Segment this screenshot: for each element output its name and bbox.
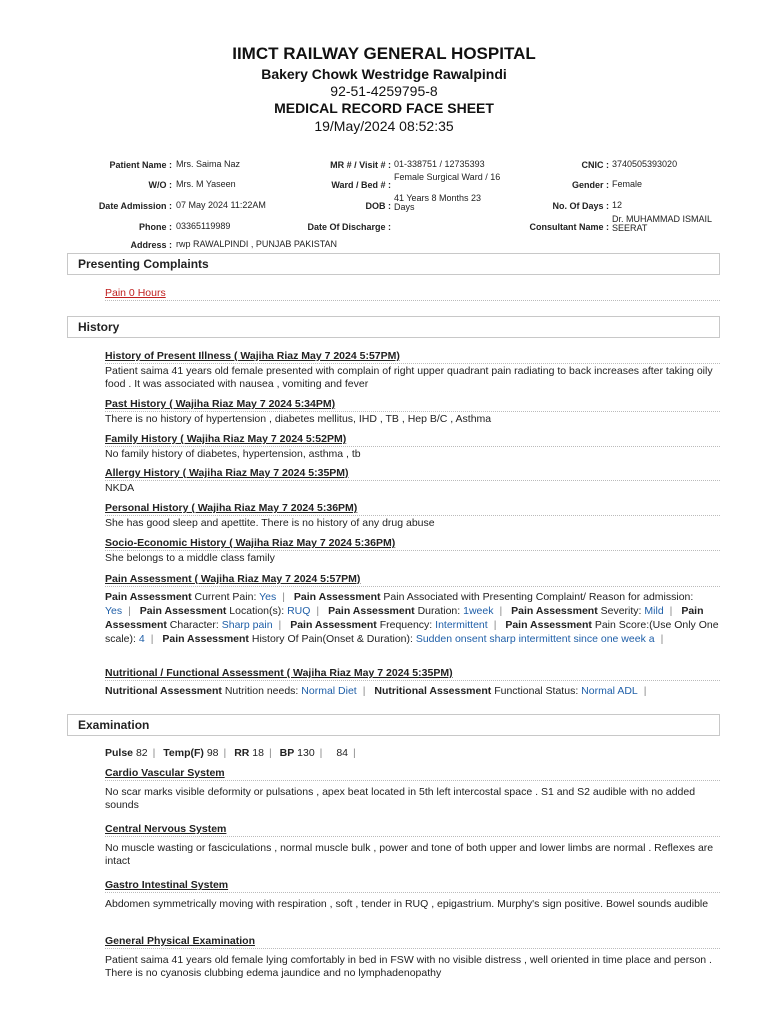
item-title: Past History ( Wajiha Riaz May 7 2024 5:34PM) — [105, 398, 720, 412]
patient-name-label: Patient Name : — [109, 160, 172, 170]
vitals-row: Pulse 82 | Temp(F) 98 | RR 18 | BP 130 | 84 | — [105, 747, 356, 759]
item-title: Nutritional / Functional Assessment ( Wajiha Riaz May 7 2024 5:35PM) — [105, 667, 720, 681]
dob-value: 41 Years 8 Months 23 Days — [394, 193, 482, 212]
item-text: Patient saima 41 years old female presented with complain of right upper quadrant pain radiating to back increases after taking oily food . It was associated with nausea , vomiting and fever — [105, 365, 713, 390]
history-personal — [105, 502, 720, 530]
hospital-phone: 92-51-4259795-8 — [330, 83, 438, 99]
item-title: History of Present Illness ( Wajiha Riaz May 7 2024 5:57PM) — [105, 350, 720, 364]
item-text: NKDA — [105, 482, 135, 494]
rr-label: RR — [234, 747, 250, 759]
bp-systolic: 130 — [297, 747, 315, 759]
history-past — [105, 398, 720, 426]
history-family — [105, 433, 720, 461]
ward-value: Female Surgical Ward / 16 — [394, 172, 501, 182]
item-text: No family history of diabetes, hypertension, asthma , tb — [105, 448, 361, 460]
history-socio-economic — [105, 537, 720, 565]
exam-gastro-intestinal — [105, 879, 720, 911]
days-value: 12 — [612, 200, 623, 210]
admission-label: Date Admission : — [98, 201, 172, 211]
temp-value: 98 — [206, 747, 219, 759]
cnic-label: CNIC : — [581, 160, 609, 170]
history-allergy — [105, 467, 720, 495]
item-title: Central Nervous System — [105, 823, 720, 837]
rr-value: 18 — [252, 747, 264, 759]
exam-cardio-vascular — [105, 767, 720, 812]
section-examination — [67, 714, 720, 736]
discharge-label: Date Of Discharge : — [307, 222, 391, 232]
hospital-name: IIMCT RAILWAY GENERAL HOSPITAL — [232, 44, 536, 63]
item-text: Abdomen symmetrically moving with respiration , soft , tender in RUQ , epigastrium. Murphy's sign positive. Bowel sounds audible — [105, 898, 709, 910]
document-datetime: 19/May/2024 08:52:35 — [314, 118, 454, 134]
cnic-row — [0, 159, 678, 172]
complaint-row — [105, 287, 720, 301]
phone-value: 03365119989 — [176, 221, 231, 231]
gender-label: Gender : — [571, 180, 609, 190]
item-text: No scar marks visible deformity or pulsations , apex beat located in 5th left intercostal space . S1 and S2 audible with no added sounds — [105, 786, 696, 811]
history-present-illness — [105, 350, 720, 391]
mr-value: 01-338751 / 12735393 — [394, 159, 485, 169]
item-text: She belongs to a middle class family — [105, 552, 275, 564]
mr-label: MR # / Visit # : — [330, 160, 391, 170]
complaint-text: Pain 0 Hours — [105, 287, 166, 299]
ward-label: Ward / Bed # : — [331, 180, 391, 190]
bp-label: BP — [279, 747, 295, 759]
section-history — [67, 316, 720, 338]
complaint-item — [105, 287, 720, 301]
days-row — [0, 200, 623, 213]
section-presenting-complaints — [67, 253, 720, 275]
bp-diastolic: 84 — [336, 747, 349, 759]
section-title: Examination — [78, 718, 150, 732]
nutritional-details: Nutritional Assessment Nutrition needs: Normal Diet | Nutritional Assessment Functional Status: Normal ADL | — [105, 685, 647, 697]
days-label: No. Of Days : — [552, 201, 609, 211]
patient-name: Mrs. Saima Naz — [176, 159, 241, 169]
wo-label: W/O : — [148, 180, 172, 190]
item-title: Personal History ( Wajiha Riaz May 7 2024 5:36PM) — [105, 502, 720, 516]
address-label: Address : — [130, 240, 172, 250]
gender-row — [0, 179, 643, 192]
phone-label: Phone : — [139, 222, 172, 232]
pulse-label: Pulse — [105, 747, 134, 759]
document-title: MEDICAL RECORD FACE SHEET — [274, 100, 494, 116]
item-text: She has good sleep and apettite. There is no history of any drug abuse — [105, 517, 435, 529]
admission-value: 07 May 2024 11:22AM — [176, 200, 266, 210]
item-text: Patient saima 41 years old female lying comfortably in bed in FSW with no visible distress , well oriented in time place and person . There is no cyanosis clubbing edema jaundice and no lymphadenopathy — [105, 954, 712, 979]
item-title: Family History ( Wajiha Riaz May 7 2024 5:52PM) — [105, 433, 720, 447]
pain-assessment-details: Pain Assessment Current Pain: Yes | Pain Assessment Pain Associated with Presenting Complaint/ Reason for admission: Yes | Pain Assessment Location(s): RUQ | Pain Assessment Duration: 1week | Pain Assessment Severity: Mild | Pain Assessment Character: Sharp pain | Pain Assessment Frequency: Intermittent | Pain Assessment Pain Score:(Use Only One scale): 4 | Pain Assessment History Of Pain(Onset & Duration): Sudden onsent sharp intermittent since one week a | — [105, 591, 719, 645]
exam-general-physical — [105, 935, 720, 980]
temp-label: Temp(F) — [163, 747, 204, 759]
cnic-value: 3740505393020 — [612, 159, 678, 169]
dob-label: DOB : — [365, 201, 391, 211]
gender-value: Female — [612, 179, 643, 189]
wo-value: Mrs. M Yaseen — [176, 179, 236, 189]
history-nutritional — [105, 667, 720, 698]
exam-central-nervous — [105, 823, 720, 868]
hospital-address: Bakery Chowk Westridge Rawalpindi — [261, 66, 507, 82]
item-title: Pain Assessment ( Wajiha Riaz May 7 2024 5:57PM) — [105, 573, 720, 587]
item-title: Gastro Intestinal System — [105, 879, 720, 893]
address-row — [0, 239, 338, 252]
address-value: rwp RAWALPINDI , PUNJAB PAKISTAN — [176, 239, 338, 249]
section-title: Presenting Complaints — [78, 257, 209, 271]
item-text: No muscle wasting or fasciculations , normal muscle bulk , power and tone of both upper and lower limbs are normal . Reflexes are intact — [105, 842, 714, 867]
item-title: Socio-Economic History ( Wajiha Riaz May 7 2024 5:36PM) — [105, 537, 720, 551]
item-title: General Physical Examination — [105, 935, 720, 949]
history-pain-assessment — [105, 573, 720, 646]
item-text: There is no history of hypertension , diabetes mellitus, IHD , TB , Hep B/C , Asthma — [105, 413, 492, 425]
section-title: History — [78, 320, 120, 334]
pulse-value: 82 — [135, 747, 148, 759]
consultant-value: Dr. MUHAMMAD ISMAIL SEERAT — [612, 214, 712, 233]
consultant-label: Consultant Name : — [529, 222, 609, 232]
item-title: Cardio Vascular System — [105, 767, 720, 781]
item-title: Allergy History ( Wajiha Riaz May 7 2024 5:35PM) — [105, 467, 720, 481]
consultant-row — [0, 214, 712, 234]
